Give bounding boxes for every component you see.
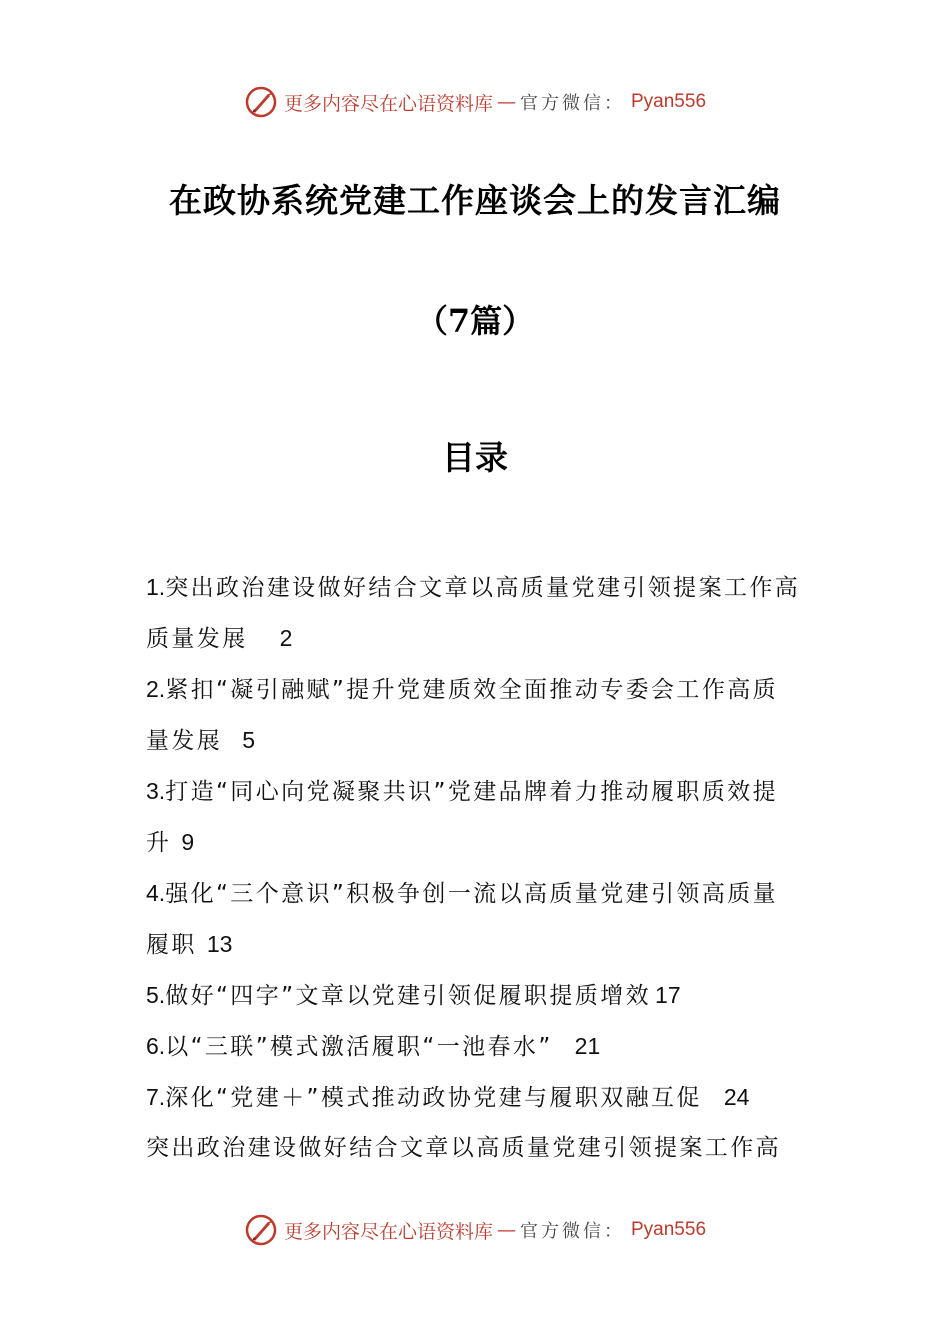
toc-item-6[interactable] — [146, 1021, 806, 1072]
toc-number: 1. — [146, 574, 166, 600]
quill-pen-logo-icon — [244, 85, 278, 119]
toc-title-cont: 履职 — [146, 932, 197, 958]
footer-watermark — [0, 1212, 950, 1248]
toc-item-7[interactable] — [146, 1072, 806, 1123]
toc-title: 做好“四字”文章以党建引领促履职提质增效 — [165, 983, 652, 1009]
toc-number: 6. — [146, 1033, 166, 1059]
toc-page: 5 — [242, 727, 255, 753]
watermark-wechat-id: Pyan556 — [631, 1219, 707, 1240]
toc-title: 以“三联”模式激活履职“一池春水” — [165, 1034, 553, 1060]
toc-item-4[interactable] — [146, 868, 806, 970]
watermark-dash: — — [497, 91, 516, 113]
toc-page: 9 — [181, 829, 195, 855]
toc-item-5[interactable] — [146, 970, 806, 1021]
table-of-contents — [146, 562, 806, 1173]
toc-number: 7. — [146, 1084, 166, 1110]
watermark-wechat-id: Pyan556 — [631, 91, 707, 112]
body-first-line — [146, 1123, 806, 1173]
watermark-label: 官方微信： — [520, 1221, 625, 1242]
toc-heading: 目录 — [442, 438, 508, 477]
toc-number: 3. — [146, 778, 166, 804]
toc-title: 强化“三个意识”积极争创一流以高质量党建引领高质量 — [165, 881, 779, 907]
watermark-text: 更多内容尽在心语资料库 — [283, 92, 493, 115]
toc-page: 13 — [206, 931, 233, 957]
watermark-dash: — — [497, 1219, 516, 1241]
watermark-label: 官方微信： — [520, 93, 625, 114]
toc-page: 2 — [279, 625, 293, 651]
toc-page: 21 — [574, 1033, 601, 1059]
toc-number: 2. — [146, 676, 166, 702]
header-watermark — [0, 84, 950, 120]
toc-title-cont: 质量发展 — [146, 626, 248, 652]
toc-title: 突出政治建设做好结合文章以高质量党建引领提案工作高 — [165, 575, 801, 601]
toc-title-cont: 升 — [146, 830, 172, 856]
quill-pen-logo-icon — [244, 1213, 278, 1247]
toc-title-cont: 量发展 — [146, 728, 223, 754]
toc-page: 17 — [655, 982, 681, 1008]
toc-page: 24 — [723, 1084, 750, 1110]
document-subtitle: （7篇） — [415, 302, 535, 340]
document-title: 在政协系统党建工作座谈会上的发言汇编 — [169, 181, 781, 220]
toc-title: 打造“同心向党凝聚共识”党建品牌着力推动履职质效提 — [165, 779, 779, 805]
body-text: 突出政治建设做好结合文章以高质量党建引领提案工作高 — [146, 1135, 781, 1161]
toc-item-2[interactable] — [146, 664, 806, 766]
toc-number: 5. — [146, 982, 166, 1008]
toc-number: 4. — [146, 880, 166, 906]
toc-title: 紧扣“凝引融赋”提升党建质效全面推动专委会工作高质 — [165, 677, 779, 703]
toc-item-3[interactable] — [146, 766, 806, 868]
toc-item-1[interactable] — [146, 562, 806, 664]
watermark-text: 更多内容尽在心语资料库 — [283, 1220, 493, 1243]
toc-title: 深化“党建＋”模式推动政协党建与履职双融互促 — [165, 1085, 702, 1111]
